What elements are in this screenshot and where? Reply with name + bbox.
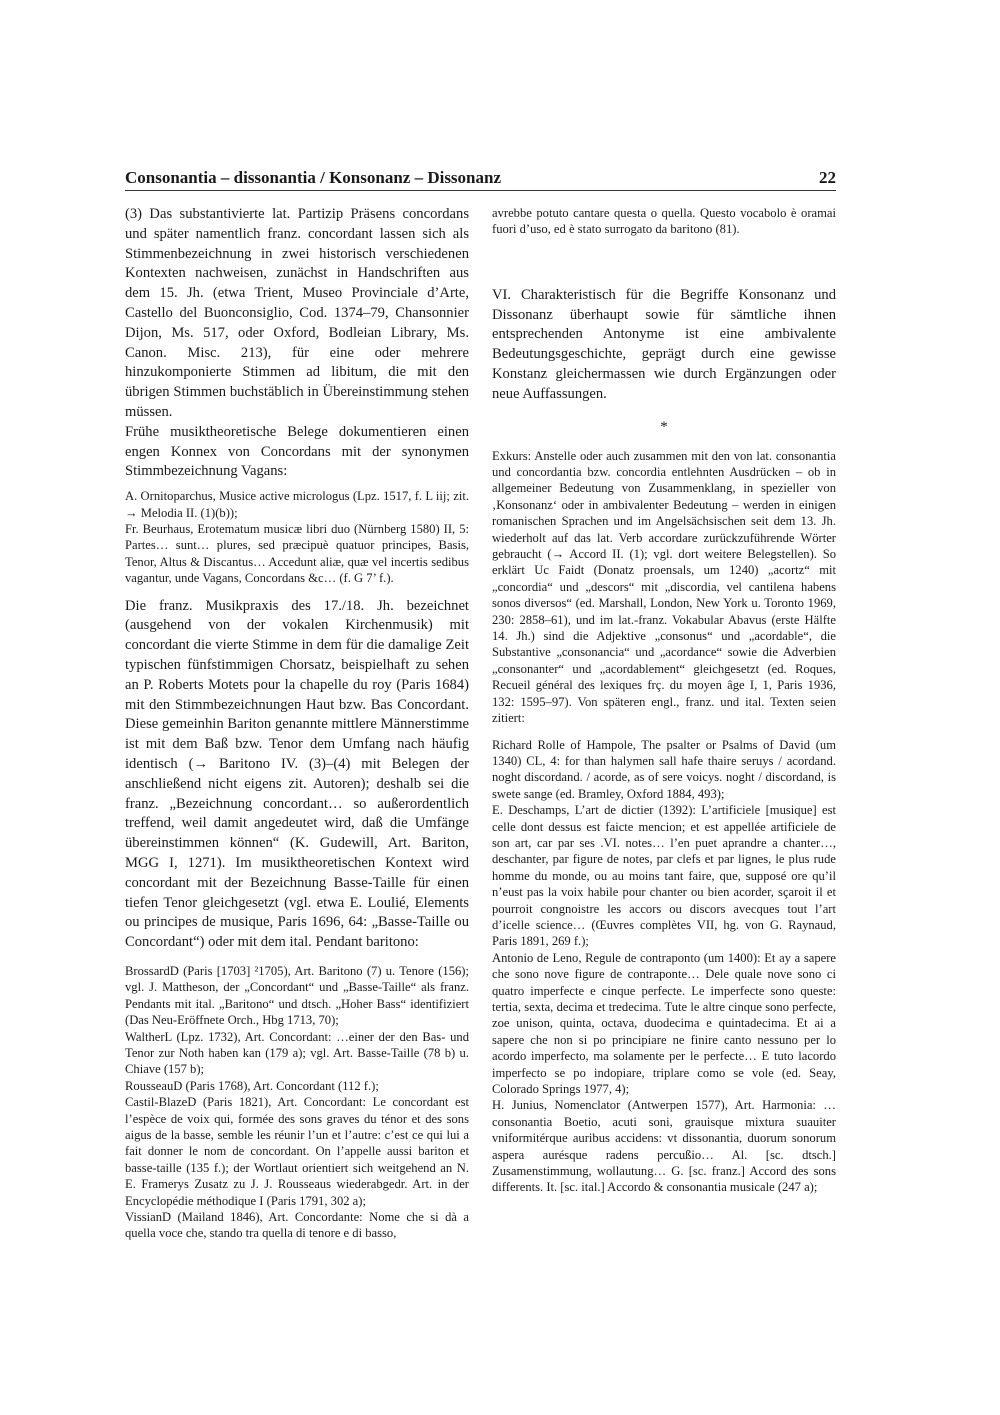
citation-ornitoparchus: A. Ornitoparchus, Musice active micrologus (Lpz. 1517, f. L iij; zit. → Melodia II. (1)(b)); — [125, 489, 469, 520]
citation-junius: H. Junius, Nomenclator (Antwerpen 1577), Art. Harmonia: …consonantia Boetio, acuti soni, grauisque mixtura suauiter vniformitérque auribus accidens: vt dissonantia, duorum sonorum aspera aurésque radens percußio… Al. [sc. dtsch.] Zusamenstimmung, wollautung… G. [sc. franz.] Accord des sons differents. It. [sc. ital.] Accordo & consonantia musicale (247 a); — [492, 1098, 836, 1195]
paragraph-early-sources: Frühe musiktheoretische Belege dokumentieren einen engen Konnex von Concordans mit der synonymen Stimmbezeichnung Vagans: — [125, 423, 469, 480]
citation-block-1 — [125, 488, 469, 586]
excursus-paragraph: Exkurs: Anstelle oder auch zusammen mit den von lat. consonantia und concordantia bzw. concordia entlehnten Ausdrücken – ob in allgemeiner Bedeutung von Zusammenklang, in spezieller von ‚Konsonanz‘ oder in ambivalenter Bedeutung – werden in einigen romanischen Sprachen und im Angelsächsischen seit dem 13. Jh. wiederholt auf das lat. Verb accordare zurückzuführende Wörter gebraucht (→ Accord II. (1); vgl. dort weitere Belegstellen). So erklärt Uc Faidt (Donatz proensals, um 1240) „acortz“ mit „concordia“ und „descors“ mit „discordia, vel cantilena habens sonos diversos“ (ed. Marshall, London, New York u. Toronto 1969, 230: 2858–61), und im lat.-franz. Vokabular Abavus (erste Hälfte 14. Jh.) sind die Adjektive „consonus“ und „acordable“, die Substantive „consonancia“ und „acordance“ sowie die Adverbien „consonanter“ und „acordablement“ gleichgesetzt (ed. Roques, Recueil général des lexiques frç. du moyen âge I, 1, Paris 1936, 132: 1595–97). Von späteren engl., franz. und ital. Texten seien zitiert: — [492, 448, 836, 726]
citation-vissian: VissianD (Mailand 1846), Art. Concordante: Nome che si dà a quella voce che, stando tra quella di tenore e di basso, — [125, 1210, 469, 1241]
citation-vissian-continued: avrebbe potuto cantare questa o quella. Questo vocabolo è oramai fuori d’uso, ed è stato surrogato da baritono (81). — [492, 206, 836, 237]
running-header — [125, 168, 836, 188]
citation-castil-blaze: Castil-BlazeD (Paris 1821), Art. Concordant: Le concordant est l’espèce de voix qui, formée des sons graves du ténor et des sons aigus de la basse, semble les réunir l’un et l’autre: c’est ce qui lui a fait donner le nom de concordant. On l’appelle aussi bariton et basse-taille (135 f.); der Wortlaut orientiert sich weitgehend an N. E. Framerys Zusatz zu J. J. Rousseaus wiederabgedr. Art. in der Encyclopédie méthodique I (Paris 1791, 302 a); — [125, 1095, 469, 1208]
citation-leno: Antonio de Leno, Regule de contraponto (um 1400): Et ay a sapere che sono nove figure de contraponte… Dele quale nove sono ci quatro imperfecte e cinque perfecte. Le imperfecte sono queste: tertia, sexta, decima et tredecima. Tute le altre cinque sono perfecte, zoe unison, quinta, octava, duodecima e quintadecima. Et ai a sapere che non si po principiare ne finire canto nessuno per lo acordo imperfecto, ma solamente per le perfecte… E tuto lacordo imperfecto se po indopiare, triplare como se vole (ed. Seay, Colorado Springs 1977, 4); — [492, 950, 836, 1097]
citation-block-3 — [492, 737, 836, 1196]
page-number: 22 — [819, 168, 836, 187]
left-column — [125, 205, 469, 1242]
citation-rousseau: RousseauD (Paris 1768), Art. Concordant (112 f.); — [125, 1078, 379, 1093]
paragraph-french-practice: Die franz. Musikpraxis des 17./18. Jh. bezeichnet (ausgehend von der vokalen Kirchenmusik) mit concordant die vierte Stimme in dem für die damalige Zeit typischen fünfstimmigen Chorsatz, beispielhaft zu sehen an P. Roberts Motets pour la chapelle du roy (Paris 1684) mit den Stimmbezeichnungen Haut bzw. Bas Concordant. Diese gemeinhin Bariton genannte mittlere Männerstimme ist mit dem Baß bzw. Tenor dem Umfang nach häufig identisch (→ Baritono IV. (3)–(4) mit Belegen der anschließend nicht eigens zit. Autoren); deshalb sei die franz. „Bezeichnung concordant… so außerordentlich treffend, weil damit angedeutet wird, daß die Umfänge übereinstimmen können“ (K. Gudewill, Art. Bariton, MGG I, 1271). Im musiktheoretischen Kontext wird concordant mit der Bezeichnung Basse-Taille für einen tiefen Tenor gleichgesetzt (vgl. etwa E. Loulié, Elements ou principes de musique, Paris 1696, 64: „Basse-Taille ou Concordant“) oder mit dem ital. Pendant baritono: — [125, 597, 469, 951]
citation-brossard: BrossardD (Paris [1703] ²1705), Art. Baritono (7) u. Tenore (156); vgl. J. Mattheson, der „Concordant“ und „Basse-Taille“ als franz. Pendants mit ital. „Baritono“ und dtsch. „Hoher Bass“ identifiziert (Das Neu-Eröffnete Orch., Hbg 1713, 70); — [125, 963, 469, 1028]
running-title: Consonantia – dissonantia / Konsonanz – Dissonanz — [125, 168, 502, 187]
header-rule — [125, 190, 836, 191]
citation-beurhaus: Fr. Beurhaus, Erotematum musicæ libri duo (Nürnberg 1580) II, 5: Partes… sunt… plures, sed præcipuè quatuor principes, Basis, Tenor, Altus & Discantus… Accedunt aliæ, quæ vel incertis sedibus vagantur, unde Vagans, Concordans &c… (f. G 7’ f.). — [125, 521, 469, 586]
citation-walther: WaltherL (Lpz. 1732), Art. Concordant: …einer der den Bas- und Tenor zur Noth haben kan (179 a); vgl. Art. Basse-Taille (78 b) u. Chiave (157 b); — [125, 1029, 469, 1077]
citation-deschamps: E. Deschamps, L’art de dictier (1392): L’artificiele [musique] est celle dont dessus est faicte mencion; et est appellée artificiele de son art, car par ses .VI. notes… l’en puet aprandre a chanter…, deschanter, par figure de notes, par clefs et par lignes, le plus rude homme du monde, ou au moins tant faire, que, supposé ore qu’il n’eust pas la voix habile pour chanter ou bien acorder, sçaroit il et pourroit congnoistre les accors ou discors avecques tout l’art d’icelle science… (Œuvres complètes VII, hg. von G. Raynaud, Paris 1891, 269 f.); — [492, 803, 836, 949]
section-vi-paragraph: VI. Charakteristisch für die Begriffe Konsonanz und Dissonanz überhaupt sowie für sämtliche ihnen entsprechenden Antonyme ist eine ambivalente Bedeutungsgeschichte, geprägt durch eine gewisse Konstanz gleichermassen wie durch Ergänzungen oder neue Auffassungen. — [492, 286, 836, 402]
citation-block-2 — [125, 963, 469, 1242]
section-separator-asterisk: * — [660, 418, 668, 435]
citation-rolle: Richard Rolle of Hampole, The psalter or Psalms of David (um 1340) CL, 4: for than halymen sall hafe thaire seruys / acordand. noght discordand. / acorde, as of sere voicys. noght / discordand, is swete sange (ed. Bramley, Oxford 1884, 493); — [492, 737, 836, 801]
right-column — [492, 205, 836, 1196]
paragraph-concordans: (3) Das substantivierte lat. Partizip Präsens concordans und später namentlich franz. concordant lassen sich als Stimmenbezeichnung in zwei historisch verschiedenen Kontexten nachweisen, zunächst in Handschriften aus dem 15. Jh. (etwa Trient, Museo Provinciale d’Arte, Castello del Buonconsiglio, Cod. 1374–79, Chansonnier Dijon, Ms. 517, oder Oxford, Bodleian Library, Ms. Canon. Misc. 213), für eine oder mehrere hinzukomponierte Stimmen ad libitum, die mit den übrigen Stimmen buchstäblich in Übereinstimmung stehen müssen. — [125, 206, 469, 420]
